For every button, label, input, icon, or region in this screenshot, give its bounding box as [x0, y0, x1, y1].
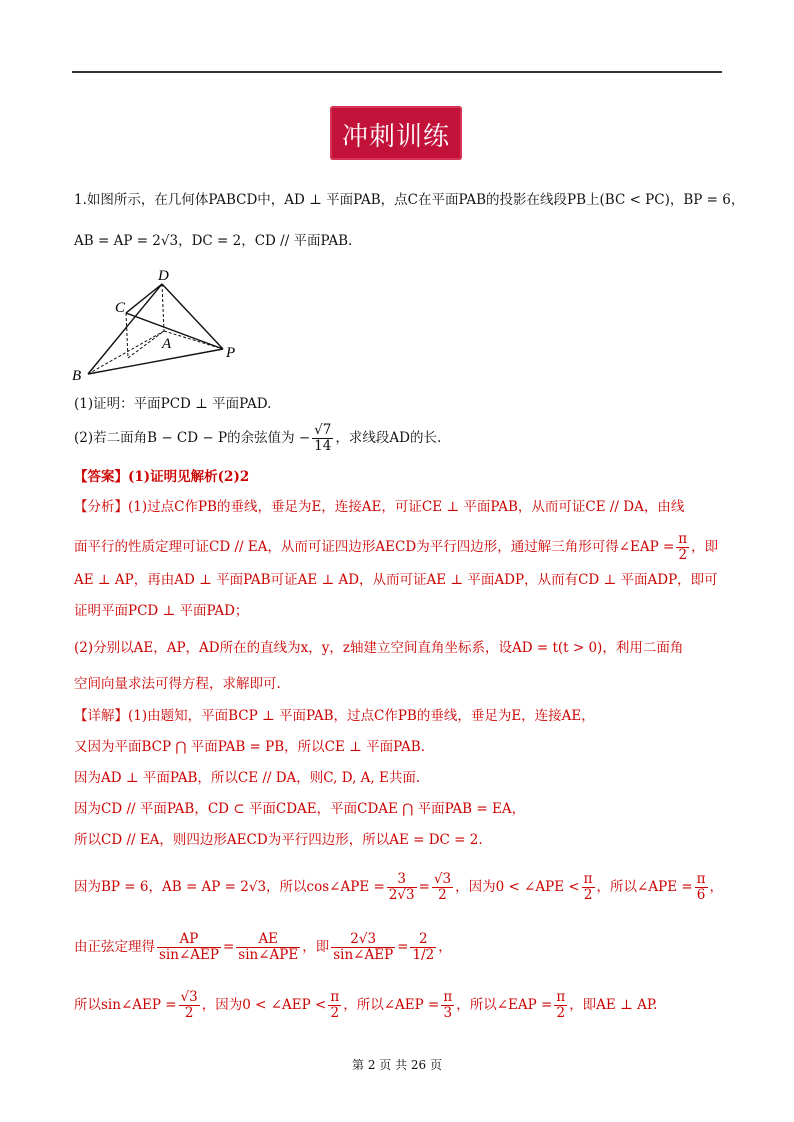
detail-line-3: 因为AD ⊥ 平面PAB，所以CE // DA，则C, D, A, E共面. [74, 770, 421, 786]
label-A: A [162, 336, 172, 352]
problem-line-1: 1.如图所示，在几何体PABCD中，AD ⊥ 平面PAB，点C在平面PAB的投影在线段PB上(BC < PC)，BP = 6， [74, 192, 745, 208]
analysis-line-1: 【分析】(1)过点C作PB的垂线，垂足为E，连接AE，可证CE ⊥ 平面PAB，从而可证CE // DA，由线 [74, 499, 685, 515]
detail-line-4: 因为CD // 平面PAB，CD ⊂ 平面CDAE，平面CDAE ⋂ 平面PAB = EA， [74, 801, 526, 817]
detail-line-6: 因为BP = 6，AB = AP = 2√3，所以cos∠APE = $\frac{3}{2√3}$ = $\frac{√3}{2}$ ，因为0 < ∠APE < $\frac{\pi}{2}$ ，所以∠APE = $\frac{\pi}{6}$ ， [74, 871, 724, 903]
page-footer: 第 2 页 共 26 页 [352, 1058, 442, 1072]
analysis-line-3: AE ⊥ AP，再由AD ⊥ 平面PAB可证AE ⊥ AD，从而可证AE ⊥ 平面ADP，从而有CD ⊥ 平面ADP，即可 [74, 572, 718, 588]
detail-line-5: 所以CD // EA，则四边形AECD为平行四边形，所以AE = DC = 2. [74, 832, 483, 848]
header-rule [72, 71, 722, 73]
label-C: C [115, 300, 126, 316]
section-banner [330, 106, 462, 160]
edge-BP [88, 349, 223, 374]
analysis-line-5: (2)分别以AE，AP，AD所在的直线为x，y，z轴建立空间直角坐标系，设AD = t(t > 0)，利用二面角 [74, 640, 684, 656]
answer-line: 【答案】(1)证明见解析(2)2 [74, 469, 250, 485]
edge-DC [126, 284, 162, 313]
edge-DB [88, 284, 162, 374]
problem-line-2: AB = AP = 2√3，DC = 2，CD // 平面PAB. [74, 233, 353, 249]
edge-CP [126, 313, 223, 349]
detail-line-7: 由正弦定理得 $\frac{AP}{\text{sin∠AEP}}$ = $\frac{AE}{\text{sin∠APE}}$ ，即 $\frac{2√3}{\text{sin∠AEP}}$ = $\frac{2}{1/2}$ ， [74, 931, 452, 963]
detail-line-1: 【详解】(1)由题知，平面BCP ⊥ 平面PAB，过点C作PB的垂线，垂足为E，连接AE， [74, 708, 595, 724]
question-2: (2)若二面角B − CD − P的余弦值为 − $\frac{√7}{14}$ ，求线段AD的长. [74, 422, 442, 454]
analysis-line-6: 空间向量求法可得方程，求解即可. [74, 676, 281, 692]
analysis-line-2: 面平行的性质定理可证CD // EA，从而可证四边形AECD为平行四边形，通过解三角形可得∠EAP = $\frac{\pi}{2}$ ，即 [74, 531, 719, 563]
label-B: B [72, 368, 82, 384]
analysis-line-4: 证明平面PCD ⊥ 平面PAD； [74, 603, 249, 619]
detail-line-2: 又因为平面BCP ⋂ 平面PAB = PB，所以CE ⊥ 平面PAB. [74, 739, 425, 755]
geometry-figure [68, 266, 248, 384]
edge-EA [128, 331, 164, 358]
banner-title: 冲刺训练 [341, 122, 450, 152]
detail-line-8: 所以sin∠AEP = $\frac{√3}{2}$ ，因为0 < ∠AEP < $\frac{\pi}{2}$ ，所以∠AEP = $\frac{\pi}{3}$ ，所以∠EAP = $\frac{\pi}{2}$ ，即AE ⊥ AP. [74, 989, 658, 1021]
edge-DA [162, 284, 164, 331]
label-D: D [158, 268, 169, 284]
label-P: P [226, 345, 236, 361]
question-1: (1)证明：平面PCD ⊥ 平面PAD. [74, 396, 272, 412]
